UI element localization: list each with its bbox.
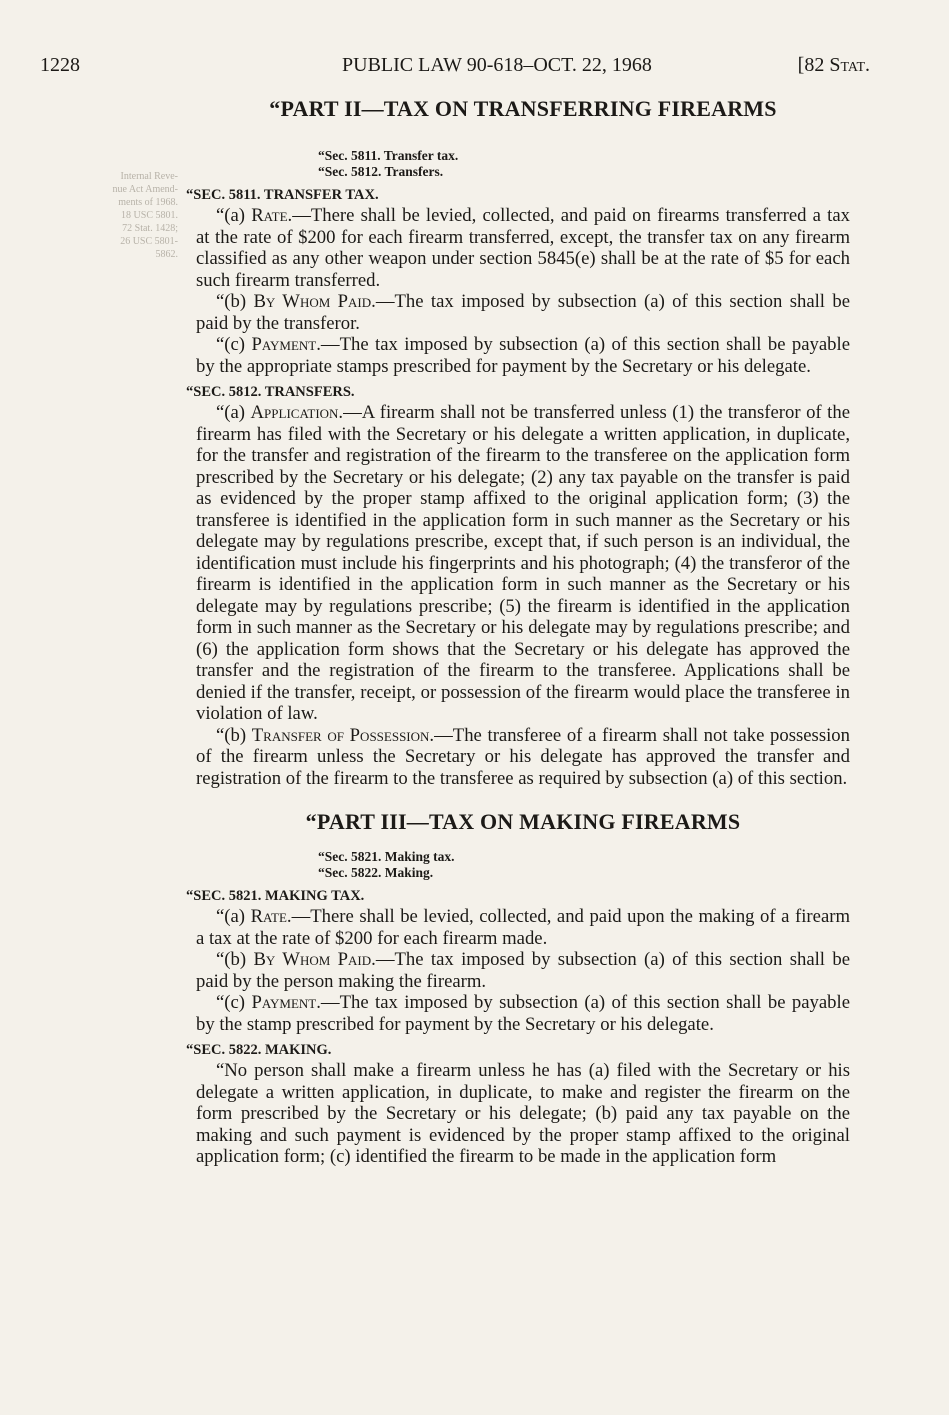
subsection-title: By Whom Paid. bbox=[253, 949, 376, 970]
subsection-title: Payment. bbox=[251, 992, 321, 1013]
section-5812-b: “(b) Transfer of Possession.—The transferee of a firearm shall not take possession of the firearm unless the Secretary or his delegate has approved the transfer and registration of the firearm to the transferee as required by subsection (a) of this section. bbox=[196, 724, 850, 789]
toc-entry: “Sec. 5821. Making tax. bbox=[318, 849, 455, 864]
subsection-title: Transfer of Possession. bbox=[251, 724, 435, 746]
subsection-title: Application. bbox=[250, 402, 344, 423]
subsection-title: By Whom Paid. bbox=[253, 291, 376, 312]
section-5821-heading: “SEC. 5821. MAKING TAX. bbox=[186, 888, 365, 904]
page-body bbox=[186, 96, 850, 1168]
part-3-toc bbox=[318, 849, 850, 881]
toc-entry: “Sec. 5811. Transfer tax. bbox=[318, 148, 459, 163]
margin-note: Internal Reve- nue Act Amend- ments of 1968. 18 USC 5801. 72 Stat. 1428; 26 USC 5801- 5862. bbox=[112, 171, 178, 260]
section-5811-c: “(c) Payment.—The tax imposed by subsection (a) of this section shall be payable by the appropriate stamps prescribed for payment by the Secretary or his delegate. bbox=[196, 334, 850, 377]
part-2-toc bbox=[318, 148, 850, 180]
section-5811-a: “(a) Rate.—There shall be levied, collected, and paid on firearms transferred a tax at the rate of $200 for each firearm transferred, except, the transfer tax on any firearm classified as any other weapon under section 5845(e) shall be at the rate of $5 for each such firearm transferred. bbox=[196, 205, 850, 291]
section-5811-heading: “SEC. 5811. TRANSFER TAX. bbox=[186, 187, 379, 203]
subsection-title: Payment. bbox=[251, 334, 321, 355]
section-5822-heading: “SEC. 5822. MAKING. bbox=[186, 1042, 332, 1058]
page-number: 1228 bbox=[40, 54, 80, 76]
statute-reference: [82 Stat. bbox=[797, 54, 870, 76]
section-5821-c: “(c) Payment.—The tax imposed by subsection (a) of this section shall be payable by the stamp prescribed for payment by the Secretary or his delegate. bbox=[196, 992, 850, 1035]
section-5811-b: “(b) By Whom Paid.—The tax imposed by subsection (a) of this section shall be paid by the transferor. bbox=[196, 291, 850, 334]
subsection-title: Rate. bbox=[250, 906, 292, 927]
part-2-heading: “PART II—TAX ON TRANSFERRING FIREARMS bbox=[269, 96, 777, 121]
toc-entry: “Sec. 5822. Making. bbox=[318, 865, 434, 880]
toc-entry: “Sec. 5812. Transfers. bbox=[318, 164, 444, 179]
subsection-title: Rate. bbox=[251, 205, 293, 226]
header-title: PUBLIC LAW 90-618–OCT. 22, 1968 bbox=[342, 54, 652, 76]
section-5812-heading: “SEC. 5812. TRANSFERS. bbox=[186, 384, 355, 400]
part-3-heading: “PART III—TAX ON MAKING FIREARMS bbox=[305, 809, 741, 834]
section-5812-a: “(a) Application.—A firearm shall not be transferred unless (1) the transferor of the firearm has filed with the Secretary or his delegate a written application, in duplicate, for the transfer and registration of the firearm to the transferee on the application form prescribed by the Secretary or his delegate; (2) any tax payable on the transfer is paid as evidenced by the proper stamp affixed to the original application form; (3) the transferee is identified in the application form in such manner as the Secretary or his delegate may by regulations prescribe, except that, if such person is an individual, the identification must include his fingerprints and his photograph; (4) the transferor of the firearm is identified in the application form in such manner as the Secretary or his delegate may by regulations prescribe; (5) the firearm is identified in the application form in such manner as the Secretary or his delegate may by regulations prescribe; and (6) the application form shows that the Secretary or his delegate has approved the transfer and the registration of the firearm to the transferee. Applications shall be denied if the transfer, receipt, or possession of the firearm would place the transferee in violation of law. bbox=[196, 402, 850, 724]
running-header bbox=[40, 52, 870, 86]
section-5822-text: “No person shall make a firearm unless he has (a) filed with the Secretary or his delegate a written application, in duplicate, to make and register the firearm on the form prescribed by the Secretary or his delegate; (b) paid any tax payable on the making and such payment is evidenced by the proper stamp affixed to the original application form; (c) identified the firearm to be made in the application form bbox=[196, 1060, 850, 1167]
section-5821-a: “(a) Rate.—There shall be levied, collected, and paid upon the making of a firearm a tax at the rate of $200 for each firearm made. bbox=[196, 906, 850, 949]
section-5821-b: “(b) By Whom Paid.—The tax imposed by subsection (a) of this section shall be paid by the person making the firearm. bbox=[196, 949, 850, 992]
